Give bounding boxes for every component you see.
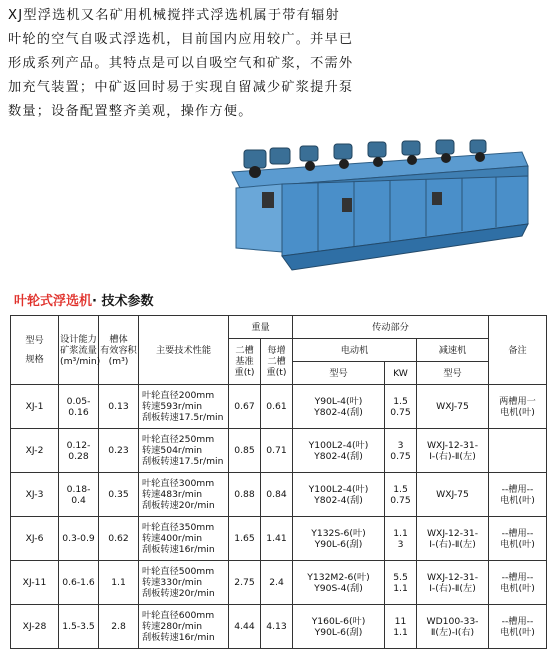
cell-weight-add: 2.4 — [261, 561, 293, 605]
cell-capacity: 0.05-0.16 — [59, 385, 99, 429]
cell-motor-kw: 1.5 0.75 — [385, 473, 417, 517]
cell-model: XJ-2 — [11, 429, 59, 473]
cell-weight-add: 4.13 — [261, 605, 293, 649]
header-weight-base: 二槽 基准 重(t) — [229, 339, 261, 385]
cell-model: XJ-6 — [11, 517, 59, 561]
cell-tech: 叶轮直径600mm 转速280r/min 刮板转速16r/min — [139, 605, 229, 649]
cell-motor-kw: 1.5 0.75 — [385, 385, 417, 429]
cell-capacity: 0.12-0.28 — [59, 429, 99, 473]
header-motor-model: 型号 — [293, 362, 385, 385]
table-row — [11, 473, 547, 517]
section-title-black: · 技术参数 — [92, 294, 154, 309]
cell-weight-add: 0.61 — [261, 385, 293, 429]
cell-motor-model: Y100L2-4(叶) Y802-4(刮) — [293, 429, 385, 473]
cell-motor-model: Y132S-6(叶) Y90L-6(刮) — [293, 517, 385, 561]
cell-motor-kw: 11 1.1 — [385, 605, 417, 649]
cell-weight-base: 0.85 — [229, 429, 261, 473]
cell-reducer-model: WXJ-75 — [417, 385, 489, 429]
cell-reducer-model: WXJ-12-31- Ⅰ-(右)-Ⅱ(左) — [417, 561, 489, 605]
cell-capacity: 0.18-0.4 — [59, 473, 99, 517]
table-row — [11, 561, 547, 605]
cell-volume: 1.1 — [99, 561, 139, 605]
cell-weight-base: 1.65 — [229, 517, 261, 561]
spec-table-body — [11, 385, 547, 649]
cell-remark: --槽用-- 电机(叶) — [489, 473, 547, 517]
cell-tech: 叶轮直径300mm 转速483r/min 刮板转速20r/min — [139, 473, 229, 517]
cell-reducer-model: WXJ-12-31- Ⅰ-(右)-Ⅱ(左) — [417, 517, 489, 561]
cell-volume: 0.62 — [99, 517, 139, 561]
cell-weight-base: 2.75 — [229, 561, 261, 605]
cell-volume: 0.13 — [99, 385, 139, 429]
intro-paragraph — [8, 4, 548, 124]
cell-tech: 叶轮直径250mm 转速504r/min 刮板转速17.5r/min — [139, 429, 229, 473]
cell-motor-kw: 5.5 1.1 — [385, 561, 417, 605]
cell-remark: --槽用-- 电机(叶) — [489, 561, 547, 605]
cell-motor-model: Y132M2-6(叶) Y90S-4(刮) — [293, 561, 385, 605]
header-drive: 传动部分 — [293, 316, 489, 339]
header-weight: 重量 — [229, 316, 293, 339]
table-row — [11, 385, 547, 429]
cell-capacity: 0.3-0.9 — [59, 517, 99, 561]
cell-tech: 叶轮直径350mm 转速400r/min 刮板转速16r/min — [139, 517, 229, 561]
cell-tech: 叶轮直径200mm 转速593r/min 刮板转速17.5r/min — [139, 385, 229, 429]
intro-line: XJ型浮选机又名矿用机械搅拌式浮选机属于带有辐射 — [8, 8, 340, 23]
header-weight-add: 每增 二槽 重(t) — [261, 339, 293, 385]
header-model: 型号 规格 — [11, 316, 59, 385]
section-title — [14, 290, 153, 309]
cell-motor-model: Y100L2-4(叶) Y802-4(刮) — [293, 473, 385, 517]
cell-weight-base: 4.44 — [229, 605, 261, 649]
cell-motor-kw: 3 0.75 — [385, 429, 417, 473]
cell-remark: --槽用-- 电机(叶) — [489, 605, 547, 649]
table-row — [11, 605, 547, 649]
table-row — [11, 429, 547, 473]
cell-motor-model: Y90L-4(叶) Y802-4(刮) — [293, 385, 385, 429]
cell-tech: 叶轮直径500mm 转速330r/min 刮板转速20r/min — [139, 561, 229, 605]
intro-line: 数量；设备配置整齐美观，操作方便。 — [8, 104, 253, 119]
cell-model: XJ-28 — [11, 605, 59, 649]
cell-remark — [489, 429, 547, 473]
cell-weight-base: 0.67 — [229, 385, 261, 429]
header-reducer-model: 型号 — [417, 362, 489, 385]
table-row — [11, 517, 547, 561]
header-capacity: 设计能力 矿浆流量 (m³/min) — [59, 316, 99, 385]
cell-remark: --槽用-- 电机(叶) — [489, 517, 547, 561]
cell-volume: 2.8 — [99, 605, 139, 649]
header-reducer: 减速机 — [417, 339, 489, 362]
header-motor-kw: KW — [385, 362, 417, 385]
cell-remark: 两槽用一 电机(叶) — [489, 385, 547, 429]
intro-line: 加充气装置；中矿返回时易于实现自留减少矿浆提升泵 — [8, 80, 354, 95]
cell-reducer-model: WXJ-12-31- Ⅰ-(右)-Ⅱ(左) — [417, 429, 489, 473]
section-title-red: 叶轮式浮选机 — [14, 294, 93, 309]
cell-weight-base: 0.88 — [229, 473, 261, 517]
cell-volume: 0.35 — [99, 473, 139, 517]
header-tech: 主要技术性能 — [139, 316, 229, 385]
cell-model: XJ-1 — [11, 385, 59, 429]
header-volume: 槽体 有效容积 (m³) — [99, 316, 139, 385]
cell-reducer-model: WXJ-75 — [417, 473, 489, 517]
cell-model: XJ-3 — [11, 473, 59, 517]
cell-weight-add: 0.71 — [261, 429, 293, 473]
intro-line: 形成系列产品。其特点是可以自吸空气和矿浆，不需外 — [8, 56, 354, 71]
cell-volume: 0.23 — [99, 429, 139, 473]
cell-weight-add: 0.84 — [261, 473, 293, 517]
header-remark: 备注 — [489, 316, 547, 385]
cell-capacity: 0.6-1.6 — [59, 561, 99, 605]
cell-capacity: 1.5-3.5 — [59, 605, 99, 649]
spec-table — [10, 315, 547, 649]
cell-model: XJ-11 — [11, 561, 59, 605]
cell-motor-model: Y160L-6(叶) Y90L-6(刮) — [293, 605, 385, 649]
cell-weight-add: 1.41 — [261, 517, 293, 561]
cell-motor-kw: 1.1 3 — [385, 517, 417, 561]
header-motor: 电动机 — [293, 339, 417, 362]
intro-line: 叶轮的空气自吸式浮选机，目前国内应用较广。并早已 — [8, 32, 354, 47]
flotation-machine-photo — [222, 132, 534, 274]
cell-reducer-model: WD100-33- Ⅱ(左)-Ⅰ(右) — [417, 605, 489, 649]
